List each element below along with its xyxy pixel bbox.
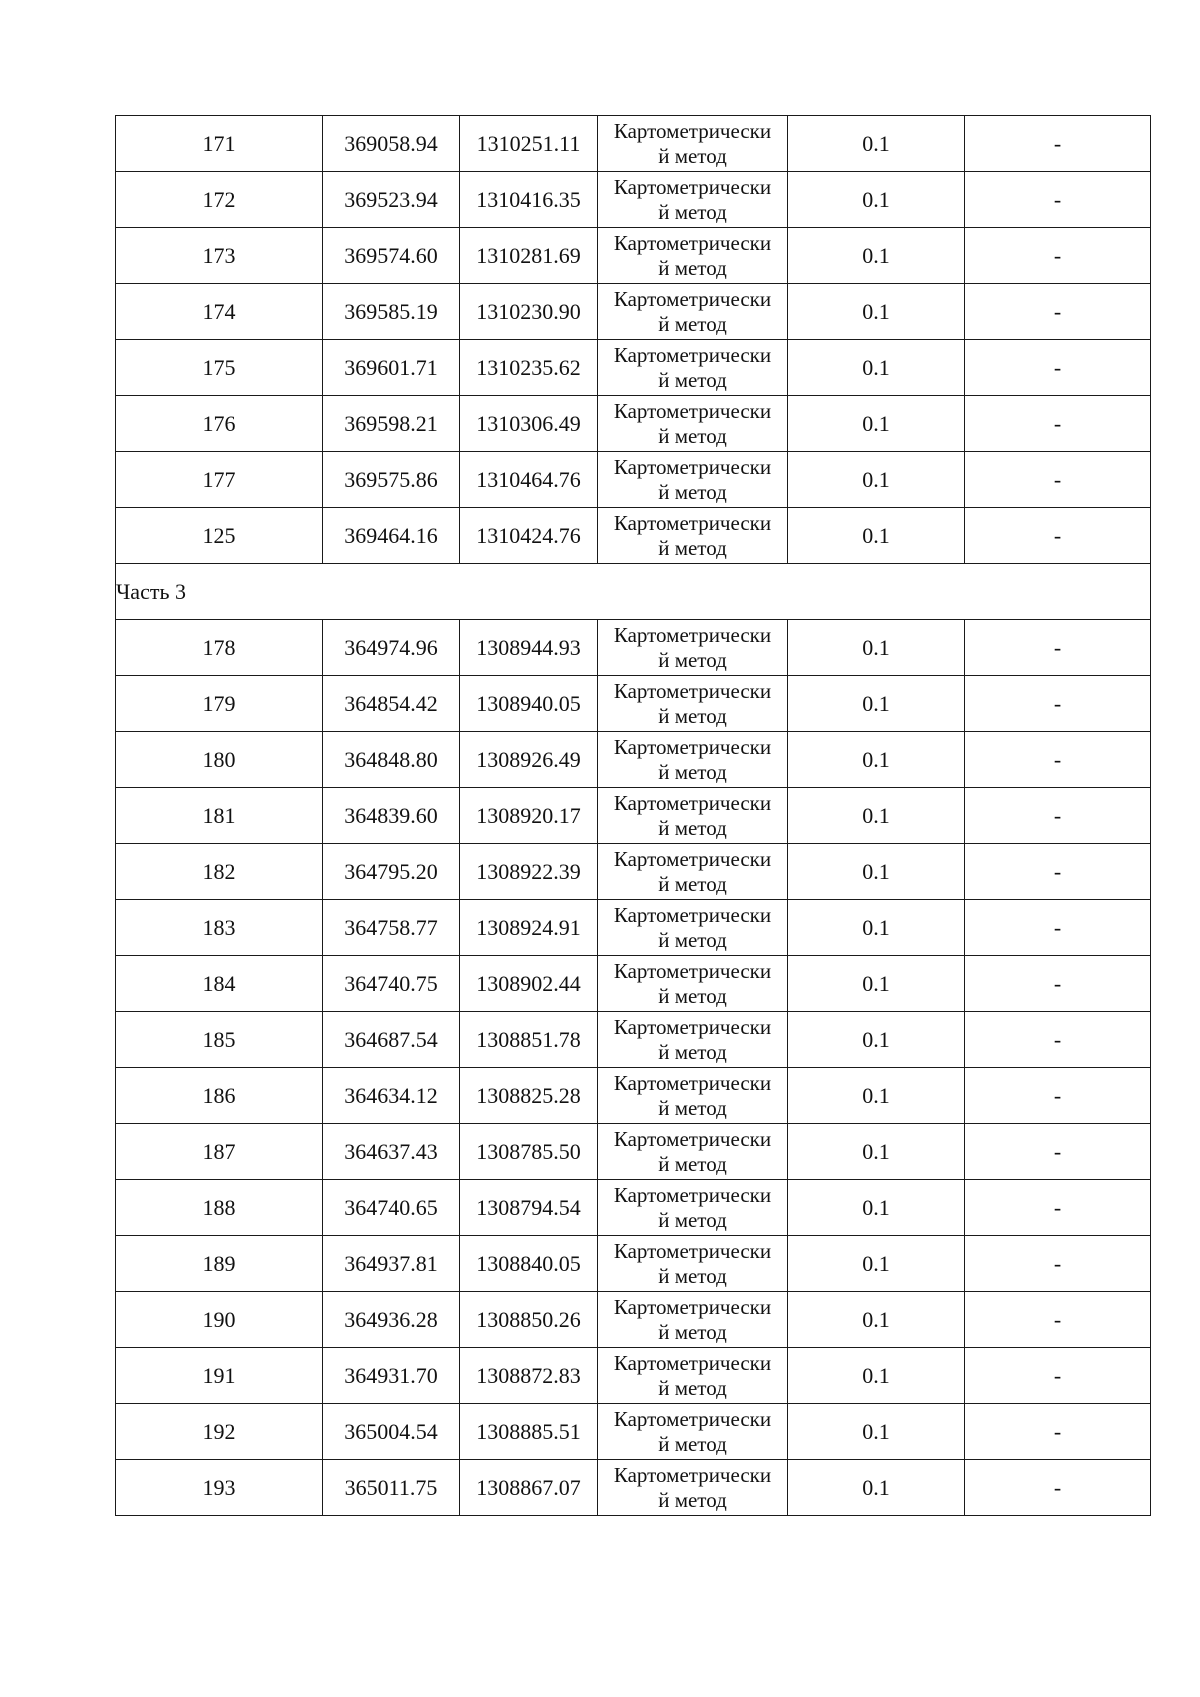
table-body-part-b xyxy=(116,620,1151,1516)
point-number-cell: 186 xyxy=(116,1068,323,1124)
method-cell xyxy=(598,844,788,900)
x-coordinate-cell: 369585.19 xyxy=(323,284,460,340)
table-row xyxy=(116,284,1151,340)
table-row xyxy=(116,732,1151,788)
y-coordinate-cell: 1308785.50 xyxy=(460,1124,598,1180)
method-line: Картометрически xyxy=(613,846,772,871)
accuracy-cell: 0.1 xyxy=(788,284,965,340)
note-cell: - xyxy=(965,228,1151,284)
accuracy-cell: 0.1 xyxy=(788,620,965,676)
note-cell: - xyxy=(965,1180,1151,1236)
method-cell xyxy=(598,508,788,564)
x-coordinate-cell: 369601.71 xyxy=(323,340,460,396)
accuracy-cell: 0.1 xyxy=(788,1460,965,1516)
x-coordinate-cell: 365011.75 xyxy=(323,1460,460,1516)
note-cell: - xyxy=(965,732,1151,788)
point-number-cell: 175 xyxy=(116,340,323,396)
method-cell xyxy=(598,1292,788,1348)
method-cell xyxy=(598,1348,788,1404)
method-line: й метод xyxy=(658,367,727,392)
accuracy-cell: 0.1 xyxy=(788,508,965,564)
table-row xyxy=(116,1292,1151,1348)
method-line: Картометрически xyxy=(613,1014,772,1039)
method-line: Картометрически xyxy=(613,902,772,927)
note-cell: - xyxy=(965,1124,1151,1180)
point-number-cell: 174 xyxy=(116,284,323,340)
accuracy-cell: 0.1 xyxy=(788,1236,965,1292)
x-coordinate-cell: 369523.94 xyxy=(323,172,460,228)
method-line: й метод xyxy=(658,871,727,896)
accuracy-cell: 0.1 xyxy=(788,1068,965,1124)
note-cell: - xyxy=(965,1292,1151,1348)
accuracy-cell: 0.1 xyxy=(788,1124,965,1180)
table-body-part-a xyxy=(116,116,1151,564)
table-row xyxy=(116,956,1151,1012)
method-line: й метод xyxy=(658,1487,727,1512)
accuracy-cell: 0.1 xyxy=(788,844,965,900)
x-coordinate-cell: 364637.43 xyxy=(323,1124,460,1180)
point-number-cell: 191 xyxy=(116,1348,323,1404)
y-coordinate-cell: 1308867.07 xyxy=(460,1460,598,1516)
method-line: Картометрически xyxy=(613,342,772,367)
method-line: Картометрически xyxy=(613,230,772,255)
note-cell: - xyxy=(965,1012,1151,1068)
method-cell xyxy=(598,452,788,508)
method-line: Картометрически xyxy=(613,1070,772,1095)
point-number-cell: 183 xyxy=(116,900,323,956)
table-row xyxy=(116,676,1151,732)
method-cell xyxy=(598,676,788,732)
method-line: й метод xyxy=(658,983,727,1008)
x-coordinate-cell: 364687.54 xyxy=(323,1012,460,1068)
section-row-group xyxy=(116,564,1151,620)
note-cell: - xyxy=(965,956,1151,1012)
section-label: Часть 3 xyxy=(116,564,1151,620)
method-line: й метод xyxy=(658,255,727,280)
table-row xyxy=(116,1068,1151,1124)
x-coordinate-cell: 364740.65 xyxy=(323,1180,460,1236)
table-row xyxy=(116,1124,1151,1180)
method-line: й метод xyxy=(658,311,727,336)
note-cell: - xyxy=(965,340,1151,396)
x-coordinate-cell: 364740.75 xyxy=(323,956,460,1012)
table-row xyxy=(116,1180,1151,1236)
point-number-cell: 177 xyxy=(116,452,323,508)
y-coordinate-cell: 1308840.05 xyxy=(460,1236,598,1292)
accuracy-cell: 0.1 xyxy=(788,228,965,284)
note-cell: - xyxy=(965,396,1151,452)
x-coordinate-cell: 365004.54 xyxy=(323,1404,460,1460)
x-coordinate-cell: 364795.20 xyxy=(323,844,460,900)
method-cell xyxy=(598,956,788,1012)
method-line: Картометрически xyxy=(613,1294,772,1319)
note-cell: - xyxy=(965,452,1151,508)
y-coordinate-cell: 1310416.35 xyxy=(460,172,598,228)
point-number-cell: 180 xyxy=(116,732,323,788)
method-cell xyxy=(598,228,788,284)
accuracy-cell: 0.1 xyxy=(788,1404,965,1460)
section-row xyxy=(116,564,1151,620)
method-line: Картометрически xyxy=(613,1350,772,1375)
method-cell xyxy=(598,1180,788,1236)
point-number-cell: 182 xyxy=(116,844,323,900)
method-line: Картометрически xyxy=(613,1182,772,1207)
point-number-cell: 173 xyxy=(116,228,323,284)
method-line: й метод xyxy=(658,1151,727,1176)
method-line: й метод xyxy=(658,1375,727,1400)
point-number-cell: 125 xyxy=(116,508,323,564)
method-line: й метод xyxy=(658,815,727,840)
y-coordinate-cell: 1310424.76 xyxy=(460,508,598,564)
table-row xyxy=(116,1236,1151,1292)
accuracy-cell: 0.1 xyxy=(788,340,965,396)
method-line: й метод xyxy=(658,535,727,560)
table-row xyxy=(116,228,1151,284)
table-row xyxy=(116,172,1151,228)
method-cell xyxy=(598,1236,788,1292)
y-coordinate-cell: 1310306.49 xyxy=(460,396,598,452)
x-coordinate-cell: 364839.60 xyxy=(323,788,460,844)
table-row xyxy=(116,508,1151,564)
table-row xyxy=(116,452,1151,508)
point-number-cell: 184 xyxy=(116,956,323,1012)
note-cell: - xyxy=(965,844,1151,900)
method-cell xyxy=(598,396,788,452)
table-row xyxy=(116,1348,1151,1404)
accuracy-cell: 0.1 xyxy=(788,1292,965,1348)
point-number-cell: 185 xyxy=(116,1012,323,1068)
method-line: Картометрически xyxy=(613,454,772,479)
point-number-cell: 172 xyxy=(116,172,323,228)
y-coordinate-cell: 1308924.91 xyxy=(460,900,598,956)
accuracy-cell: 0.1 xyxy=(788,956,965,1012)
method-line: й метод xyxy=(658,1039,727,1064)
method-line: й метод xyxy=(658,1095,727,1120)
point-number-cell: 189 xyxy=(116,1236,323,1292)
method-line: Картометрически xyxy=(613,398,772,423)
note-cell: - xyxy=(965,900,1151,956)
point-number-cell: 187 xyxy=(116,1124,323,1180)
x-coordinate-cell: 369575.86 xyxy=(323,452,460,508)
accuracy-cell: 0.1 xyxy=(788,676,965,732)
method-line: й метод xyxy=(658,1319,727,1344)
accuracy-cell: 0.1 xyxy=(788,396,965,452)
method-line: й метод xyxy=(658,703,727,728)
y-coordinate-cell: 1310464.76 xyxy=(460,452,598,508)
method-line: й метод xyxy=(658,143,727,168)
x-coordinate-cell: 369598.21 xyxy=(323,396,460,452)
method-line: Картометрически xyxy=(613,1406,772,1431)
point-number-cell: 193 xyxy=(116,1460,323,1516)
table-row xyxy=(116,116,1151,172)
method-cell xyxy=(598,340,788,396)
method-line: Картометрически xyxy=(613,622,772,647)
y-coordinate-cell: 1308926.49 xyxy=(460,732,598,788)
x-coordinate-cell: 369464.16 xyxy=(323,508,460,564)
method-line: й метод xyxy=(658,199,727,224)
table-row xyxy=(116,844,1151,900)
method-line: й метод xyxy=(658,647,727,672)
table-row xyxy=(116,1012,1151,1068)
method-line: й метод xyxy=(658,479,727,504)
method-line: й метод xyxy=(658,759,727,784)
table-row xyxy=(116,788,1151,844)
note-cell: - xyxy=(965,116,1151,172)
point-number-cell: 188 xyxy=(116,1180,323,1236)
x-coordinate-cell: 364937.81 xyxy=(323,1236,460,1292)
note-cell: - xyxy=(965,1236,1151,1292)
method-line: Картометрически xyxy=(613,678,772,703)
y-coordinate-cell: 1308922.39 xyxy=(460,844,598,900)
x-coordinate-cell: 364974.96 xyxy=(323,620,460,676)
y-coordinate-cell: 1308794.54 xyxy=(460,1180,598,1236)
accuracy-cell: 0.1 xyxy=(788,788,965,844)
y-coordinate-cell: 1308885.51 xyxy=(460,1404,598,1460)
table-row xyxy=(116,620,1151,676)
y-coordinate-cell: 1308940.05 xyxy=(460,676,598,732)
point-number-cell: 179 xyxy=(116,676,323,732)
note-cell: - xyxy=(965,1068,1151,1124)
table-row xyxy=(116,396,1151,452)
method-line: й метод xyxy=(658,423,727,448)
point-number-cell: 171 xyxy=(116,116,323,172)
method-cell xyxy=(598,172,788,228)
x-coordinate-cell: 364854.42 xyxy=(323,676,460,732)
y-coordinate-cell: 1310230.90 xyxy=(460,284,598,340)
method-line: Картометрически xyxy=(613,174,772,199)
y-coordinate-cell: 1308872.83 xyxy=(460,1348,598,1404)
x-coordinate-cell: 364931.70 xyxy=(323,1348,460,1404)
method-line: Картометрически xyxy=(613,118,772,143)
method-line: й метод xyxy=(658,1207,727,1232)
method-line: Картометрически xyxy=(613,286,772,311)
accuracy-cell: 0.1 xyxy=(788,1180,965,1236)
y-coordinate-cell: 1308920.17 xyxy=(460,788,598,844)
method-cell xyxy=(598,1124,788,1180)
x-coordinate-cell: 364936.28 xyxy=(323,1292,460,1348)
accuracy-cell: 0.1 xyxy=(788,172,965,228)
accuracy-cell: 0.1 xyxy=(788,732,965,788)
y-coordinate-cell: 1308851.78 xyxy=(460,1012,598,1068)
point-number-cell: 192 xyxy=(116,1404,323,1460)
method-line: й метод xyxy=(658,927,727,952)
x-coordinate-cell: 364634.12 xyxy=(323,1068,460,1124)
table-row xyxy=(116,1460,1151,1516)
method-cell xyxy=(598,732,788,788)
point-number-cell: 190 xyxy=(116,1292,323,1348)
y-coordinate-cell: 1308944.93 xyxy=(460,620,598,676)
y-coordinate-cell: 1308850.26 xyxy=(460,1292,598,1348)
method-cell xyxy=(598,788,788,844)
accuracy-cell: 0.1 xyxy=(788,1012,965,1068)
method-line: Картометрически xyxy=(613,958,772,983)
y-coordinate-cell: 1310281.69 xyxy=(460,228,598,284)
table-row xyxy=(116,900,1151,956)
note-cell: - xyxy=(965,676,1151,732)
accuracy-cell: 0.1 xyxy=(788,1348,965,1404)
point-number-cell: 181 xyxy=(116,788,323,844)
method-cell xyxy=(598,1404,788,1460)
method-cell xyxy=(598,116,788,172)
method-cell xyxy=(598,1068,788,1124)
accuracy-cell: 0.1 xyxy=(788,116,965,172)
method-cell xyxy=(598,620,788,676)
method-cell xyxy=(598,284,788,340)
note-cell: - xyxy=(965,1404,1151,1460)
y-coordinate-cell: 1308825.28 xyxy=(460,1068,598,1124)
x-coordinate-cell: 364758.77 xyxy=(323,900,460,956)
note-cell: - xyxy=(965,284,1151,340)
y-coordinate-cell: 1310251.11 xyxy=(460,116,598,172)
x-coordinate-cell: 369058.94 xyxy=(323,116,460,172)
method-cell xyxy=(598,900,788,956)
coordinates-table xyxy=(115,115,1151,1516)
y-coordinate-cell: 1308902.44 xyxy=(460,956,598,1012)
method-line: Картометрически xyxy=(613,1462,772,1487)
method-line: Картометрически xyxy=(613,510,772,535)
y-coordinate-cell: 1310235.62 xyxy=(460,340,598,396)
method-line: Картометрически xyxy=(613,1126,772,1151)
method-line: Картометрически xyxy=(613,790,772,815)
method-cell xyxy=(598,1012,788,1068)
note-cell: - xyxy=(965,620,1151,676)
table-row xyxy=(116,340,1151,396)
point-number-cell: 176 xyxy=(116,396,323,452)
accuracy-cell: 0.1 xyxy=(788,900,965,956)
method-cell xyxy=(598,1460,788,1516)
accuracy-cell: 0.1 xyxy=(788,452,965,508)
method-line: Картометрически xyxy=(613,734,772,759)
note-cell: - xyxy=(965,788,1151,844)
table-row xyxy=(116,1404,1151,1460)
note-cell: - xyxy=(965,508,1151,564)
x-coordinate-cell: 369574.60 xyxy=(323,228,460,284)
method-line: й метод xyxy=(658,1263,727,1288)
note-cell: - xyxy=(965,1348,1151,1404)
x-coordinate-cell: 364848.80 xyxy=(323,732,460,788)
note-cell: - xyxy=(965,1460,1151,1516)
note-cell: - xyxy=(965,172,1151,228)
method-line: Картометрически xyxy=(613,1238,772,1263)
point-number-cell: 178 xyxy=(116,620,323,676)
method-line: й метод xyxy=(658,1431,727,1456)
